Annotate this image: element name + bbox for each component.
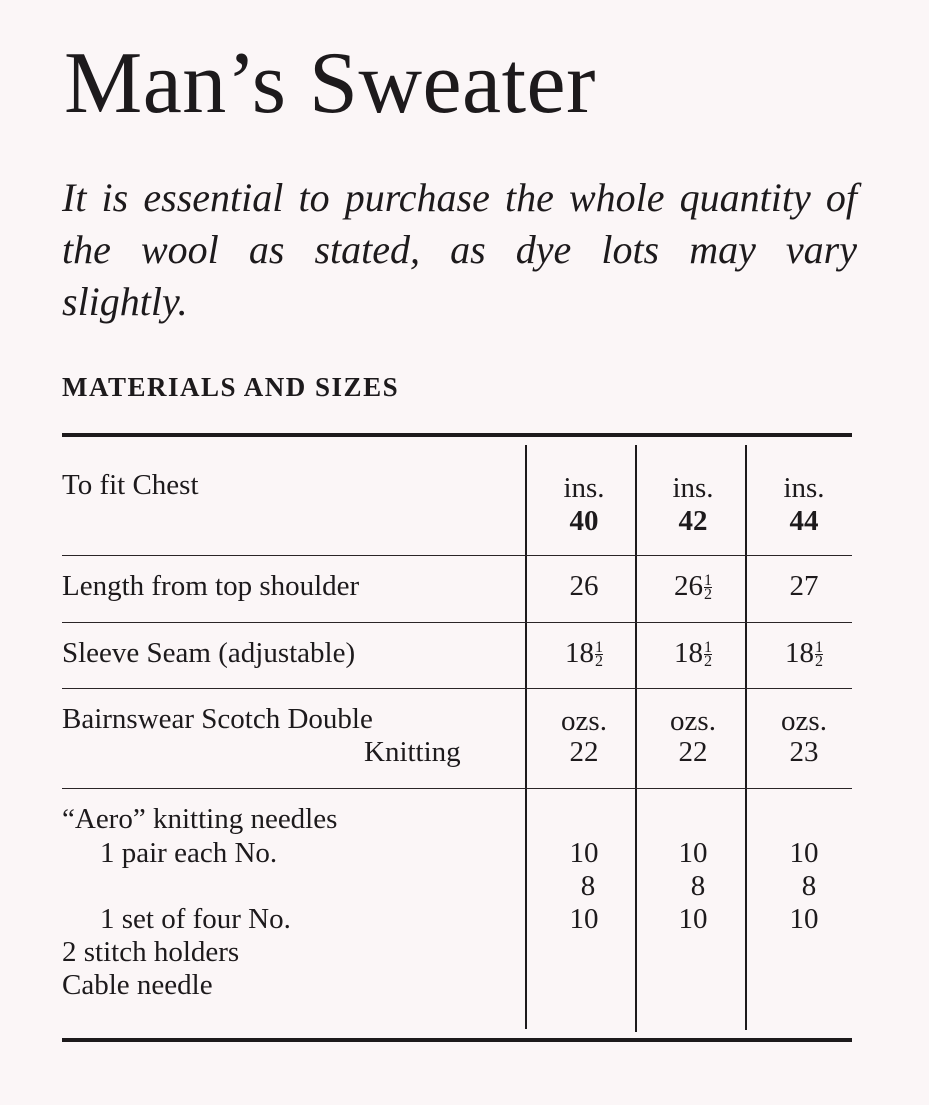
value-cell: 23 [789, 736, 819, 768]
size-cell: 42 [678, 505, 708, 537]
value-cell: 22 [569, 736, 599, 768]
row-divider [62, 788, 852, 789]
size-cell: 40 [569, 505, 599, 537]
unit-cell: ozs. [781, 705, 827, 737]
value-cell: 10 [678, 903, 708, 935]
size-cell: 44 [789, 505, 819, 537]
value-cell: 22 [678, 736, 708, 768]
column-divider [745, 445, 747, 1030]
column-divider [525, 445, 527, 1029]
half-fraction: $\frac{1}{2}$ [595, 639, 603, 670]
unit-cell: ins. [783, 472, 825, 504]
value-cell: 8 [801, 870, 817, 902]
unit-cell: ozs. [670, 705, 716, 737]
row-label: Bairnswear Scotch Double [62, 703, 373, 735]
table-top-rule [62, 433, 852, 437]
row-label: Length from top shoulder [62, 570, 360, 602]
row-sublabel: 1 pair each No. [100, 837, 278, 869]
value-cell: 8 [580, 870, 596, 902]
row-label: To fit Chest [62, 469, 199, 501]
page-title: Man’s Sweater [64, 35, 596, 132]
half-fraction: $\frac{1}{2}$ [704, 639, 712, 670]
value-cell: 10 [789, 837, 819, 869]
value-cell: 26 $\frac{1}{2}$ [674, 570, 712, 603]
purchase-notice: It is essential to purchase the whole quantity of the wool as stated, as dye lots may vary slightly. [62, 175, 857, 324]
row-label: 2 stitch holders [62, 936, 240, 968]
row-divider [62, 622, 852, 623]
unit-cell: ins. [672, 472, 714, 504]
row-divider [62, 555, 852, 556]
row-label: “Aero” knitting needles [62, 803, 338, 835]
row-divider [62, 688, 852, 689]
table-bottom-rule [62, 1038, 852, 1042]
row-label-continued: Knitting [364, 736, 461, 768]
half-fraction: $\frac{1}{2}$ [815, 639, 823, 670]
section-heading: MATERIALS AND SIZES [62, 372, 400, 402]
column-divider [635, 445, 637, 1032]
value-cell: 18 $\frac{1}{2}$ [565, 637, 603, 670]
unit-cell: ins. [563, 472, 605, 504]
value-cell: 27 [789, 570, 819, 602]
unit-cell: ozs. [561, 705, 607, 737]
value-cell: 10 [569, 903, 599, 935]
row-label: Cable needle [62, 969, 213, 1001]
value-cell: 18 $\frac{1}{2}$ [785, 637, 823, 670]
value-cell: 10 [569, 837, 599, 869]
value-cell: 8 [690, 870, 706, 902]
row-sublabel: 1 set of four No. [100, 903, 291, 935]
value-cell: 10 [789, 903, 819, 935]
half-fraction: $\frac{1}{2}$ [704, 572, 712, 603]
row-label: Sleeve Seam (adjustable) [62, 637, 356, 669]
value-cell: 10 [678, 837, 708, 869]
value-cell: 26 [569, 570, 599, 602]
value-cell: 18 $\frac{1}{2}$ [674, 637, 712, 670]
